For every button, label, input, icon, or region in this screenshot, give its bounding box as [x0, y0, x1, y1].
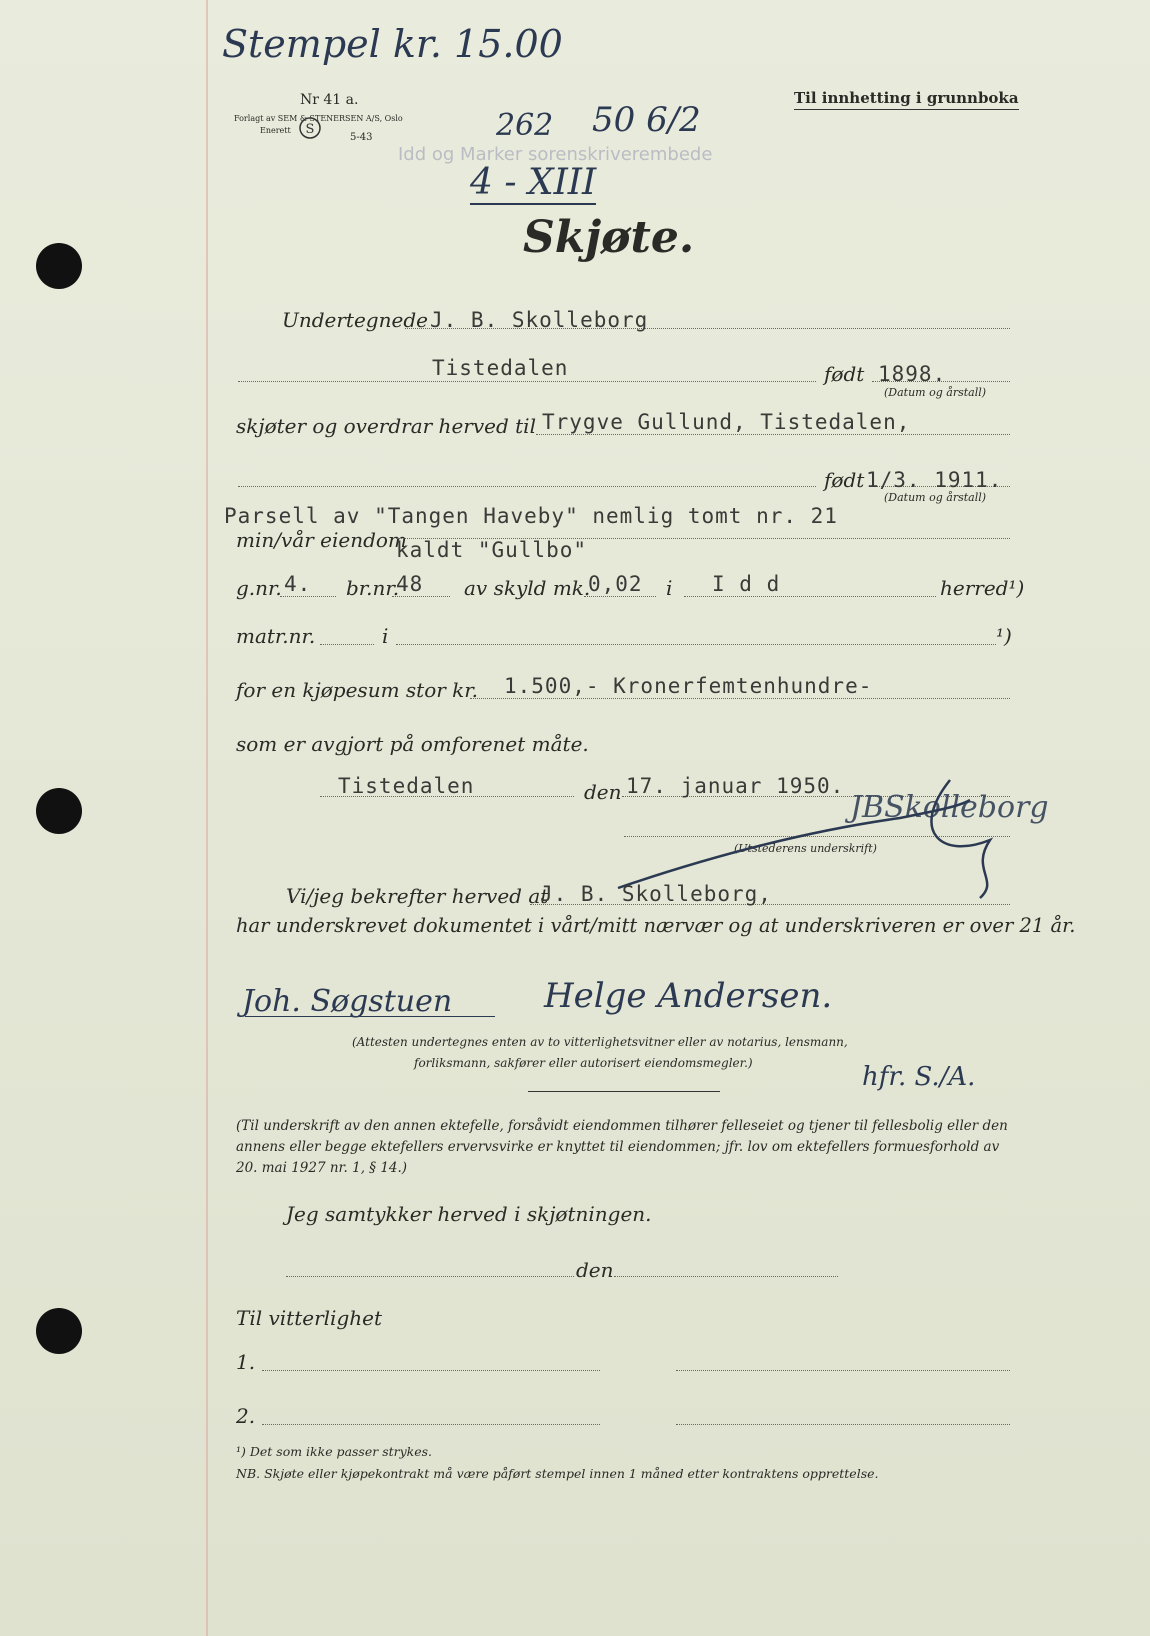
transfer-label: skjøter og overdrar herved til	[236, 414, 536, 438]
matr-label: matr.nr.	[236, 624, 316, 648]
consent-place-line	[286, 1276, 574, 1277]
undersigned-value: J. B. Skolleborg	[430, 308, 649, 332]
witness-underline	[245, 1016, 495, 1017]
price-line	[470, 698, 1010, 699]
property-label: min/vår eiendom	[236, 528, 407, 552]
price-value: 1.500,- Kronerfemtenhundre-	[504, 674, 873, 698]
confirm-value: J. B. Skolleborg,	[540, 882, 772, 906]
matr-i-line	[396, 644, 996, 645]
initials: hfr. S./A.	[862, 1062, 976, 1092]
skyld-line	[584, 596, 656, 597]
publisher-logo-icon	[298, 116, 322, 140]
brnr-label: br.nr.	[346, 576, 400, 600]
seller-signature-label: (Utstederens underskrift)	[734, 842, 877, 855]
svg-text:S: S	[305, 122, 315, 137]
gnr-value: 4.	[284, 572, 312, 596]
top-right-label: Til innhetting i grunnboka	[794, 89, 1019, 110]
den-label: den	[584, 780, 622, 804]
brnr-value: 48	[396, 572, 424, 596]
witness-line-1b	[676, 1370, 1010, 1371]
registry-date: 50 6/2	[592, 100, 701, 140]
witness-line-2b	[676, 1424, 1010, 1425]
buyer-born-label: født	[824, 468, 865, 492]
attest-note-line-2: forliksmann, sakfører eller autorisert eiendomsmegler.)	[414, 1056, 753, 1070]
publisher-code: 5-43	[350, 132, 373, 143]
document-title: Skjøte.	[523, 212, 695, 263]
punch-hole-top	[36, 243, 82, 289]
matr-i-label: i	[382, 624, 389, 648]
born-value: 1898.	[878, 362, 947, 386]
registry-number: 262	[496, 108, 554, 143]
attest-note-line-1: (Attesten undertegnes enten av to vitterlighetsvitner eller av notarius, lensmann,	[352, 1035, 848, 1049]
buyer-second-line	[238, 486, 816, 487]
residence-value: Tistedalen	[432, 356, 569, 380]
herred-value: I d d	[712, 572, 781, 596]
witness-signature-2: Helge Andersen.	[544, 976, 833, 1016]
section-divider	[528, 1091, 720, 1092]
date-value: 17. januar 1950.	[626, 774, 845, 798]
confirm-text: har underskrevet dokumentet i vårt/mitt nærvær og at underskriveren er over 21 år.	[236, 914, 1076, 937]
buyer-born-value: 1/3. 1911.	[866, 468, 1003, 492]
punch-hole-middle	[36, 788, 82, 834]
skyld-value: 0,02	[588, 572, 643, 596]
footnote-1: ¹) Det som ikke passer strykes.	[236, 1444, 433, 1459]
buyer-line	[536, 434, 1010, 435]
consent-text: Jeg samtykker herved i skjøtningen.	[286, 1202, 652, 1226]
property-line-2: kaldt "Gullbo"	[396, 538, 588, 562]
undersigned-label: Undertegnede	[282, 308, 428, 332]
publisher-line: Forlagt av SEM & STENERSEN A/S, Oslo	[234, 114, 403, 123]
footnote-2: NB. Skjøte eller kjøpekontrakt må være påført stempel innen 1 måned etter kontraktens opprettelse.	[236, 1466, 879, 1481]
date-hint: (Datum og årstall)	[884, 386, 987, 399]
margin-line	[206, 0, 208, 1636]
witness-line-1	[262, 1370, 600, 1371]
property-line	[396, 538, 1010, 539]
gnr-line	[280, 596, 336, 597]
consent-date-line	[614, 1276, 838, 1277]
property-line-1: Parsell av "Tangen Haveby" nemlig tomt nr. 21	[224, 504, 838, 528]
place-value: Tistedalen	[338, 774, 475, 798]
form-number: Nr 41 a.	[300, 92, 359, 108]
spouse-note: (Til underskrift av den annen ektefelle, forsåvidt eiendommen tilhører felleseiet og tjener til fellesbolig eller den annens eller begge ektefellers ervervsvirke er knyttet til eiendommen; jfr. lov om ektefellers formuesforhold av 20. mai 1927 nr. 1, § 14.)	[236, 1118, 1008, 1176]
skyld-label: av skyld mk.	[464, 576, 591, 600]
matr-line	[320, 644, 374, 645]
witness-line-2	[262, 1424, 600, 1425]
volume-mark: 4 - XIII	[470, 162, 597, 203]
witness-number-2: 2.	[236, 1404, 256, 1428]
herred-i-label: i	[666, 576, 673, 600]
agreed-text: som er avgjort på omforenet måte.	[236, 732, 589, 756]
faded-stamp: Idd og Marker sorenskriverembede	[398, 144, 713, 165]
residence-line	[238, 381, 816, 382]
gnr-label: g.nr.	[236, 576, 282, 600]
publisher-enerett: Enerett	[260, 126, 291, 135]
brnr-line	[392, 596, 450, 597]
witness-signature-1: Joh. Søgstuen	[242, 984, 453, 1019]
price-label: for en kjøpesum stor kr.	[236, 678, 479, 702]
witness-number-1: 1.	[236, 1350, 256, 1374]
matr-end: ¹)	[996, 624, 1012, 648]
date-hint-2: (Datum og årstall)	[884, 491, 987, 504]
seller-signature: JBSkolleborg	[850, 790, 1049, 825]
herred-label: herred¹)	[940, 576, 1025, 600]
born-label: født	[824, 362, 865, 386]
punch-hole-bottom	[36, 1308, 82, 1354]
stamp-note: Stempel kr. 15.00	[222, 22, 563, 66]
consent-den-label: den	[576, 1258, 614, 1282]
witness-heading: Til vitterlighet	[236, 1306, 383, 1330]
confirm-label: Vi/jeg bekrefter herved at	[286, 884, 549, 908]
buyer-value: Trygve Gullund, Tistedalen,	[542, 410, 911, 434]
herred-line	[684, 596, 936, 597]
